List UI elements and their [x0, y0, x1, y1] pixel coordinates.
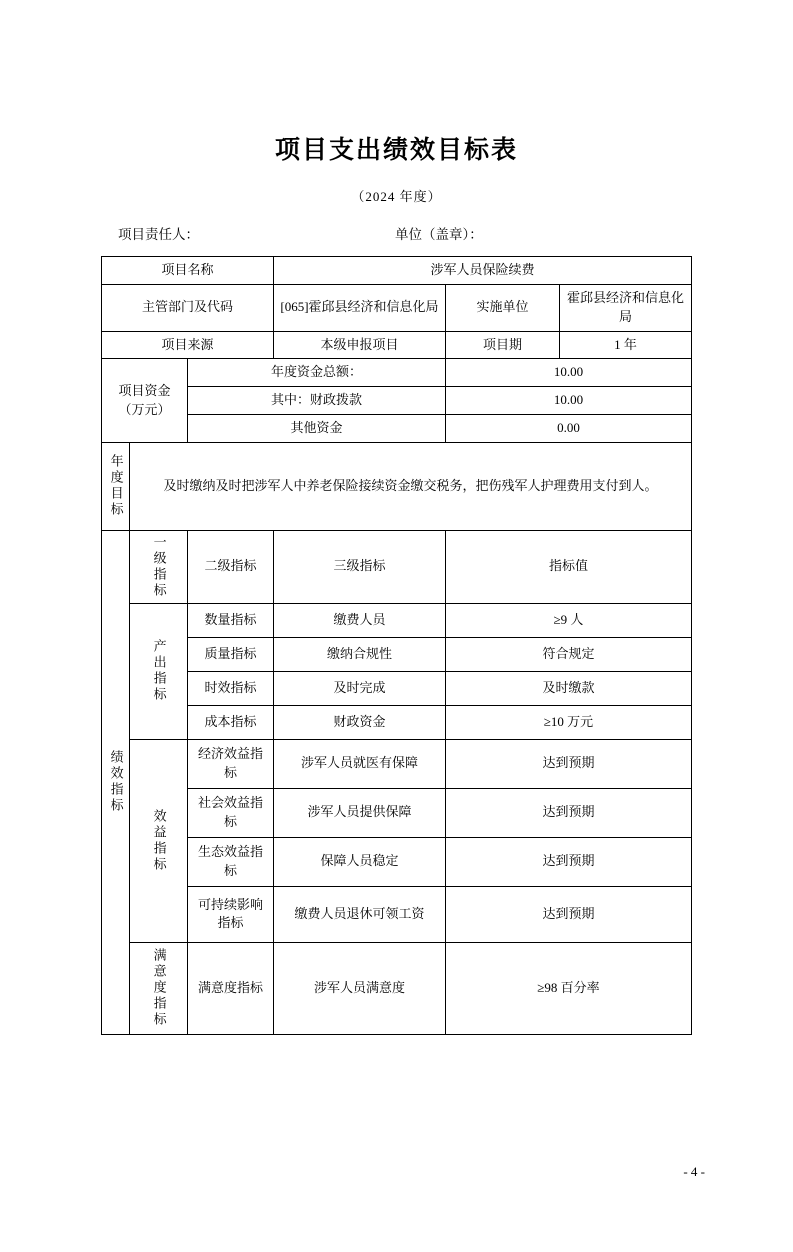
- indicator-value: ≥98 百分率: [445, 942, 691, 1034]
- annual-goal-label-text: 年度目标: [108, 454, 124, 519]
- table-row: [101, 387, 691, 415]
- indicator-value: 及时缴款: [445, 671, 691, 705]
- header-value: 指标值: [445, 530, 691, 603]
- indicator-level3: 缴费人员退休可领工资: [273, 886, 445, 942]
- indicator-value: 达到预期: [445, 886, 691, 942]
- indicator-level3: 涉军人员提供保障: [273, 788, 445, 837]
- period-value: 1 年: [559, 331, 691, 359]
- page-subtitle: （2024 年度）: [351, 189, 442, 204]
- indicator-value: 达到预期: [445, 739, 691, 788]
- group-level1-satisfaction-text: 满意度指标: [151, 948, 167, 1029]
- indicator-level3: 保障人员稳定: [273, 837, 445, 886]
- table-row: [101, 284, 691, 331]
- indicator-level2: 生态效益指标: [187, 837, 273, 886]
- dept-label-text: 主管部门及代码: [141, 299, 233, 315]
- table-row: [101, 837, 691, 886]
- funds-label-line2: （万元）: [118, 401, 171, 417]
- table-row: [101, 530, 691, 603]
- dept-value: [065]霍邱县经济和信息化局: [273, 284, 445, 331]
- source-label: 项目来源: [101, 331, 273, 359]
- funds-label-line1: 项目资金: [118, 382, 171, 398]
- group-level1-benefit: [129, 739, 187, 942]
- performance-goal-table: [101, 256, 692, 1035]
- funds-row-value: 10.00: [445, 387, 691, 415]
- indicator-level2: 数量指标: [187, 603, 273, 637]
- table-row: [101, 603, 691, 637]
- project-name-value: 涉军人员保险续费: [273, 257, 691, 285]
- indicator-level3: 涉军人员就医有保障: [273, 739, 445, 788]
- table-row: [101, 331, 691, 359]
- document-page: [0, 130, 793, 1252]
- page-number: - 4 -: [683, 1164, 705, 1179]
- funds-row-value: 0.00: [445, 415, 691, 443]
- indicator-level3: 及时完成: [273, 671, 445, 705]
- table-row: [101, 442, 691, 530]
- indicator-value: 达到预期: [445, 837, 691, 886]
- group-level1-output: [129, 603, 187, 739]
- project-name-label: 项目名称: [101, 257, 273, 285]
- table-row: [101, 359, 691, 387]
- table-row: [101, 671, 691, 705]
- source-value: 本级申报项目: [273, 331, 445, 359]
- indicator-level2: 质量指标: [187, 637, 273, 671]
- period-label: 项目期: [445, 331, 559, 359]
- impl-unit-value: 霍邱县经济和信息化局: [559, 284, 691, 331]
- indicator-value: ≥9 人: [445, 603, 691, 637]
- table-row: [101, 788, 691, 837]
- impl-unit-label: 实施单位: [445, 284, 559, 331]
- table-row: [101, 739, 691, 788]
- header-level1-text: 一级指标: [151, 534, 167, 599]
- funds-row-name: 其中：财政拨款: [187, 387, 445, 415]
- group-level1-benefit-text: 效益指标: [151, 808, 167, 873]
- funds-label: [101, 359, 187, 443]
- header-level1: [129, 530, 187, 603]
- unit-seal-label: 单位（盖章）：: [395, 227, 483, 242]
- funds-row-name: 年度资金总额：: [187, 359, 445, 387]
- indicator-level3: 财政资金: [273, 705, 445, 739]
- annual-goal-label: [101, 442, 129, 530]
- performance-label: [101, 530, 129, 1034]
- indicator-level2: 满意度指标: [187, 942, 273, 1034]
- group-level1-output-text: 产出指标: [151, 639, 167, 704]
- dept-label: [101, 284, 273, 331]
- indicator-value: 符合规定: [445, 637, 691, 671]
- header-level2: 二级指标: [187, 530, 273, 603]
- funds-row-value: 10.00: [445, 359, 691, 387]
- group-level1-satisfaction: [129, 942, 187, 1034]
- meta-row: [0, 223, 793, 243]
- funds-row-name: 其他资金: [187, 415, 445, 443]
- indicator-level2: 成本指标: [187, 705, 273, 739]
- header-level3: 三级指标: [273, 530, 445, 603]
- table-row: [101, 942, 691, 1034]
- performance-label-text: 绩效指标: [108, 750, 124, 815]
- table-row: [101, 637, 691, 671]
- indicator-level3: 涉军人员满意度: [273, 942, 445, 1034]
- page-title: 项目支出绩效目标表: [274, 137, 518, 164]
- project-responsible-label: 项目责任人：: [118, 227, 199, 242]
- indicator-value: 达到预期: [445, 788, 691, 837]
- table-row: [101, 705, 691, 739]
- indicator-value: ≥10 万元: [445, 705, 691, 739]
- table-row: [101, 886, 691, 942]
- indicator-level2: 可持续影响指标: [187, 886, 273, 942]
- indicator-level2: 时效指标: [187, 671, 273, 705]
- annual-goal-text: 及时缴纳及时把涉军人中养老保险接续资金缴交税务，把伤残军人护理费用支付到人。: [129, 442, 691, 530]
- indicator-level2: 经济效益指标: [187, 739, 273, 788]
- table-row: [101, 415, 691, 443]
- indicator-level3: 缴费人员: [273, 603, 445, 637]
- indicator-level2: 社会效益指标: [187, 788, 273, 837]
- table-row: [101, 257, 691, 285]
- indicator-level3: 缴纳合规性: [273, 637, 445, 671]
